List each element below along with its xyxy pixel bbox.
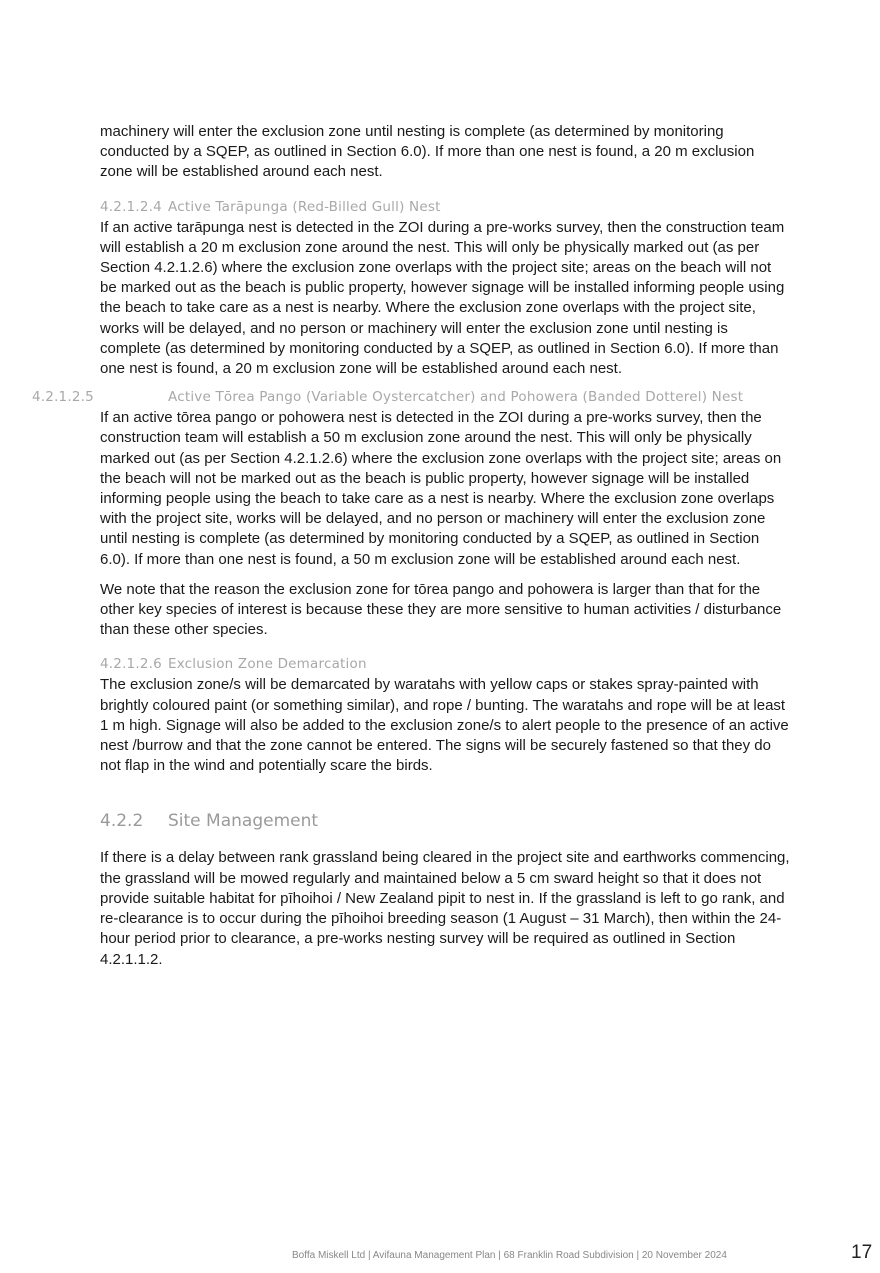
heading-number: 4.2.1.2.6 [100,656,162,673]
document-body [32,122,790,970]
heading-title: Exclusion Zone Demarcation [168,656,367,673]
heading-title: Active Tōrea Pango (Variable Oystercatcher) and Pohowera (Banded Dotterel) Nest [168,389,744,406]
heading-title: Active Tarāpunga (Red-Billed Gull) Nest [168,198,441,215]
paragraph-4-2-2: If there is a delay between rank grassland being cleared in the project site and earthworks commencing, the grassland will be mowed regularly and maintained below a 5 cm sward height so that it does not provide suitable habitat for pīhoihoi / New Zealand pipit to nest in. If the grassland is left to go rank, and re-clearance is to occur during the pīhoihoi breeding season (1 August – 31 March), then within the 24-hour period prior to clearance, a pre-works nesting survey will be required as outlined in Section 4.2.1.1.2. [100,849,790,968]
heading-title: Site Management [168,811,319,832]
heading-4-2-1-2-5 [32,387,790,408]
heading-number: 4.2.1.2.4 [100,198,162,215]
heading-4-2-1-2-4 [100,197,790,218]
page-footer: Boffa Miskell Ltd | Avifauna Management Plan | 68 Franklin Road Subdivision | 20 November 2024 [292,1250,727,1261]
paragraph-4-2-1-2-6: The exclusion zone/s will be demarcated by waratahs with yellow caps or stakes spray-painted with brightly coloured paint (or something similar), and rope / bunting. The waratahs and rope will be at least 1 m high. Signage will also be added to the exclusion zone/s to alert people to the presence of an active nest /burrow and that the zone cannot be entered. The signs will be securely fastened so that they do not flap in the wind and potentially scare the birds. [100,676,789,775]
paragraph-4-2-1-2-5: If an active tōrea pango or pohowera nest is detected in the ZOI during a pre-works survey, then the construction team will establish a 50 m exclusion zone around the nest. This will only be physically marked out (as per Section 4.2.1.2.6) where the exclusion zone overlaps with the project site; areas on the beach will not be marked out as the beach is public property, however signage will be installed informing people using the beach to take care as a nest is nearby. Where the exclusion zone overlaps with the project site, works will be delayed, and no person or machinery will enter the exclusion zone until nesting is complete (as determined by monitoring conducted by a SQEP, as outlined in Section 6.0). If more than one nest is found, a 50 m exclusion zone will be established around each nest. [100,409,782,568]
paragraph-note: We note that the reason the exclusion zone for tōrea pango and pohowera is larger than that for the other key species of interest is because these they are more sensitive to human activities / disturbance than these other species. [100,580,782,639]
heading-4-2-1-2-6 [100,654,790,675]
heading-4-2-2 [100,809,790,833]
intro-paragraph: machinery will enter the exclusion zone until nesting is complete (as determined by monitoring conducted by a SQEP, as outlined in Section 6.0). If more than one nest is found, a 20 m exclusion zone will be established around each nest. [100,123,755,181]
page-number: 17 [851,1242,873,1263]
heading-number: 4.2.1.2.5 [32,389,94,406]
paragraph-4-2-1-2-4: If an active tarāpunga nest is detected in the ZOI during a pre-works survey, then the construction team will establish a 20 m exclusion zone around the nest. This will only be physically marked out (as per Section 4.2.1.2.6) where the exclusion zone overlaps with the project site; areas on the beach will not be marked out as the beach is public property, however signage will be installed informing people using the beach to take care as a nest is nearby. Where the exclusion zone overlaps with the project site, works will be delayed, and no person or machinery will enter the exclusion zone until nesting is complete (as determined by monitoring conducted by a SQEP, as outlined in Section 6.0). If more than one nest is found, a 20 m exclusion zone will be established around each nest. [100,218,785,378]
heading-number: 4.2.2 [100,811,144,832]
